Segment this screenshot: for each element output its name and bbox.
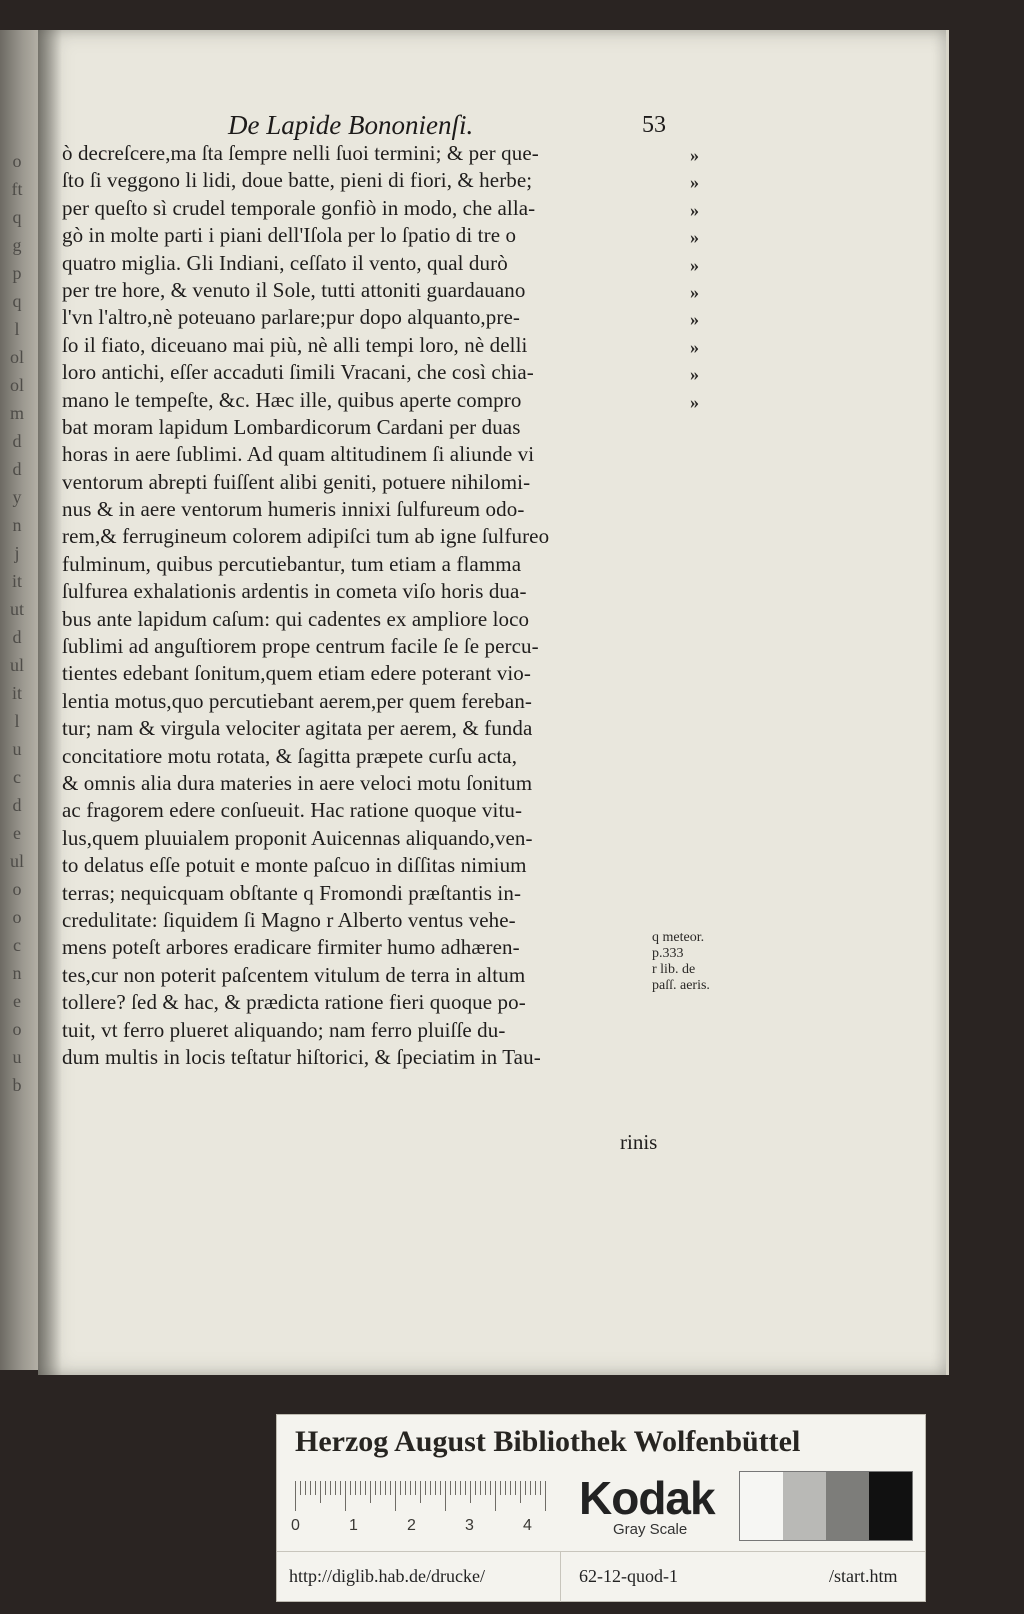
text-line: ſto ſi veggono li lidi, doue batte, pieni di fiori, & herbe; — [62, 168, 533, 193]
text-line: fulminum, quibus percutiebantur, tum etiam a flamma — [62, 551, 522, 576]
ruler-tick — [385, 1481, 386, 1495]
left-page-fragment: it — [11, 683, 22, 703]
body-text — [62, 140, 692, 1071]
ruler-tick — [430, 1481, 431, 1495]
left-page-fragment: j — [14, 543, 20, 563]
margin-note: r lib. de — [652, 962, 696, 977]
quote-mark: » — [690, 364, 699, 385]
ruler-tick — [350, 1481, 351, 1495]
ruler-number: 1 — [349, 1517, 358, 1534]
text-line: rem,& ferrugineum colorem adipiſci tum ab igne ſulfureo — [62, 524, 550, 549]
ruler-tick — [470, 1481, 471, 1503]
page-number: 53 — [642, 112, 666, 138]
shelfmark: 62-12-quod-1 — [579, 1566, 678, 1586]
left-page-fragment: o — [12, 151, 22, 171]
left-page-fragment: e — [13, 991, 21, 1011]
text-line: ò decreſcere,ma ſta ſempre nelli ſuoi termini; & per que- — [62, 141, 539, 165]
ruler-tick — [320, 1481, 321, 1503]
gray-swatches — [739, 1471, 913, 1541]
left-page-fragment: o — [12, 1019, 22, 1039]
text-line: horas in aere ſublimi. Ad quam altitudinem ſi aliunde vi — [62, 442, 535, 467]
ruler-tick — [475, 1481, 476, 1495]
left-page-fragment: ul — [9, 655, 24, 675]
text-line: lus,quem pluuialem proponit Auicennas aliquando,ven- — [62, 825, 533, 850]
ruler-tick — [295, 1481, 296, 1511]
quote-mark: » — [690, 309, 699, 330]
margin-notes — [652, 930, 782, 994]
ruler-tick — [520, 1481, 521, 1503]
text-line: mano le tempeſte, &c. Hæc ille, quibus aperte compro — [62, 387, 522, 412]
text-line: per queſto sì crudel temporale gonfiò in modo, che alla- — [62, 195, 536, 220]
gray-swatch — [783, 1472, 826, 1540]
ruler-tick — [495, 1481, 496, 1511]
left-page-fragment: ul — [9, 851, 24, 871]
left-page-fragment: q — [12, 291, 22, 311]
ruler-tick — [305, 1481, 306, 1495]
quote-mark: » — [690, 145, 699, 165]
text-line: quatro miglia. Gli Indiani, ceſſato il vento, qual durò — [62, 250, 508, 275]
ruler-tick — [300, 1481, 301, 1495]
catchword: rinis — [620, 1130, 658, 1154]
quote-mark: » — [690, 227, 699, 248]
url-prefix: http://diglib.hab.de/drucke/ — [289, 1566, 485, 1586]
left-page-fragment: l — [14, 711, 20, 731]
left-page-fragment: m — [9, 403, 24, 423]
text-line: loro antichi, eſſer accaduti ſimili Vracani, che così chia- — [62, 360, 534, 385]
ruler-tick — [325, 1481, 326, 1495]
ruler-labels — [291, 1517, 541, 1537]
color-calibration-card — [276, 1414, 926, 1602]
margin-note: q meteor. — [652, 930, 705, 945]
left-page-fragment: u — [12, 1047, 22, 1067]
text-line: & omnis alia dura materies in aere veloci motu ſonitum — [62, 770, 533, 795]
left-page-fragment: u — [12, 739, 22, 759]
ruler-tick — [315, 1481, 316, 1495]
text-line: l'vn l'altro,nè poteuano parlare;pur dopo alquanto,pre- — [62, 305, 520, 330]
ruler-tick — [395, 1481, 396, 1511]
ruler-tick — [355, 1481, 356, 1495]
ruler-tick — [335, 1481, 336, 1495]
ruler-tick — [380, 1481, 381, 1495]
text-line: ſo il fiato, diceuano mai più, nè alli tempi loro, nè delli — [62, 332, 528, 357]
left-page-fragment: o — [12, 879, 22, 899]
quote-mark: » — [690, 254, 699, 275]
ruler-number: 0 — [291, 1517, 300, 1534]
left-page-fragment: c — [13, 935, 21, 955]
gray-swatch — [869, 1472, 912, 1540]
left-page-fragment: n — [12, 515, 22, 535]
text-line: to delatus eſſe potuit e monte paſcuo in diſſitas nimium — [62, 853, 527, 878]
left-page-edge — [0, 30, 38, 1370]
left-page-fragment: e — [13, 823, 21, 843]
library-name: Herzog August Bibliothek Wolfenbüttel — [295, 1425, 801, 1458]
text-line: lentia motus,quo percutiebant aerem,per quem fereban- — [62, 688, 533, 713]
ruler-tick — [540, 1481, 541, 1495]
margin-note: p.333 — [652, 946, 684, 961]
quote-mark: » — [690, 281, 699, 302]
ruler-tick — [515, 1481, 516, 1495]
left-page-fragment: o — [12, 907, 22, 927]
margin-note: paſſ. aeris. — [652, 978, 710, 993]
ruler-number: 3 — [465, 1517, 474, 1534]
left-page-fragment: c — [13, 767, 21, 787]
text-line: ſulfurea exhalationis ardentis in cometa viſo horis dua- — [62, 579, 527, 604]
text-line: bat moram lapidum Lombardicorum Cardani per duas — [62, 414, 521, 439]
ruler-tick — [450, 1481, 451, 1495]
gray-scale-label: Gray Scale — [613, 1521, 688, 1538]
ruler-tick — [400, 1481, 401, 1495]
ruler-tick — [480, 1481, 481, 1495]
text-line: bus ante lapidum caſum: qui cadentes ex ampliore loco — [62, 606, 530, 631]
text-line: concitatiore motu rotata, & ſagitta præpete curſu acta, — [62, 743, 518, 768]
ruler-tick — [425, 1481, 426, 1495]
quote-mark: » — [690, 172, 699, 193]
text-line: tes,cur non poterit paſcentem vitulum de terra in altum — [62, 962, 526, 987]
text-line: terras; nequicquam obſtante q Fromondi præſtantis in- — [62, 880, 522, 905]
text-line: mens poteſt arbores eradicare firmiter humo adhæren- — [62, 935, 520, 960]
ruler-tick — [440, 1481, 441, 1495]
card-footer — [277, 1551, 925, 1602]
ruler-tick — [310, 1481, 311, 1495]
text-line: ventorum abrepti fuiſſent alibi geniti, potuere nihilomi- — [62, 469, 531, 494]
ruler-tick — [510, 1481, 511, 1495]
text-line: credulitate: ſiquidem ſi Magno r Alberto ventus vehe- — [62, 907, 516, 932]
left-page-fragment: ft — [11, 179, 23, 199]
left-page-fragment: it — [11, 571, 22, 591]
ruler-tick — [365, 1481, 366, 1495]
ruler-tick — [530, 1481, 531, 1495]
text-line: tientes edebant ſonitum,quem etiam edere poterant vio- — [62, 661, 531, 686]
left-page-fragment: ut — [9, 599, 24, 619]
quote-mark: » — [690, 391, 699, 412]
ruler-tick — [370, 1481, 371, 1503]
ruler-tick — [505, 1481, 506, 1495]
left-page-fragment: d — [12, 431, 22, 451]
ruler-tick — [455, 1481, 456, 1495]
left-page-fragment: q — [12, 207, 22, 227]
left-page-fragment: l — [14, 319, 20, 339]
text-line: dum multis in locis teſtatur hiſtorici, & ſpeciatim in Tau- — [62, 1044, 541, 1069]
left-page-fragment: p — [12, 263, 22, 283]
ruler-tick — [340, 1481, 341, 1495]
gray-swatch — [740, 1472, 783, 1540]
text-line: gò in molte parti i piani dell'Iſola per lo ſpatio di tre o — [62, 223, 517, 248]
left-page-fragment: ol — [9, 347, 24, 367]
url-suffix: /start.htm — [829, 1566, 898, 1586]
ruler-tick — [460, 1481, 461, 1495]
gutter-shadow — [38, 30, 62, 1375]
ruler-number: 2 — [407, 1517, 416, 1534]
ruler-scale — [295, 1481, 545, 1511]
ruler-number: 4 — [523, 1517, 532, 1534]
ruler-tick — [405, 1481, 406, 1495]
ruler-tick — [490, 1481, 491, 1495]
ruler-tick — [545, 1481, 546, 1511]
left-page-fragment: ol — [9, 375, 24, 395]
ruler-tick — [535, 1481, 536, 1495]
text-line: per tre hore, & venuto il Sole, tutti attoniti guardauano — [62, 277, 526, 302]
quote-mark: » — [690, 336, 699, 357]
ruler-tick — [375, 1481, 376, 1495]
ruler-tick — [435, 1481, 436, 1495]
ruler-tick — [525, 1481, 526, 1495]
left-page-fragment: d — [12, 627, 22, 647]
text-line: ac fragorem edere conſueuit. Hac ratione quoque vitu- — [62, 798, 523, 823]
text-line: nus & in aere ventorum humeris innixi ſulfureum odo- — [62, 497, 525, 522]
ruler-tick — [390, 1481, 391, 1495]
left-page-fragment: d — [12, 459, 22, 479]
running-head-title: De Lapide Bononienſi. — [228, 110, 474, 140]
ruler-tick — [485, 1481, 486, 1495]
text-line: tuit, vt ferro plueret aliquando; nam ferro pluiſſe du- — [62, 1017, 506, 1042]
left-page-fragment: d — [12, 795, 22, 815]
kodak-logo: Kodak — [579, 1472, 715, 1524]
ruler-tick — [330, 1481, 331, 1495]
ruler-tick — [420, 1481, 421, 1503]
text-line: ſublimi ad anguſtiorem prope centrum facile ſe ſe percu- — [62, 634, 539, 659]
text-line: tollere? ſed & hac, & prædicta ratione fieri quoque po- — [62, 990, 526, 1015]
left-page-fragment: y — [12, 487, 22, 507]
ruler-tick — [345, 1481, 346, 1511]
ruler-tick — [415, 1481, 416, 1495]
gray-swatch — [826, 1472, 869, 1540]
footer-divider — [560, 1552, 561, 1602]
left-page-fragment: g — [12, 235, 22, 255]
left-page-fragment: b — [12, 1075, 22, 1095]
quote-mark: » — [690, 199, 699, 220]
quote-marks — [690, 142, 714, 416]
ruler-tick — [410, 1481, 411, 1495]
ruler-tick — [500, 1481, 501, 1495]
ruler-tick — [360, 1481, 361, 1495]
ruler-tick — [445, 1481, 446, 1511]
ruler-tick — [465, 1481, 466, 1495]
left-page-fragment: n — [12, 963, 22, 983]
text-line: tur; nam & virgula velociter agitata per aerem, & funda — [62, 716, 533, 741]
